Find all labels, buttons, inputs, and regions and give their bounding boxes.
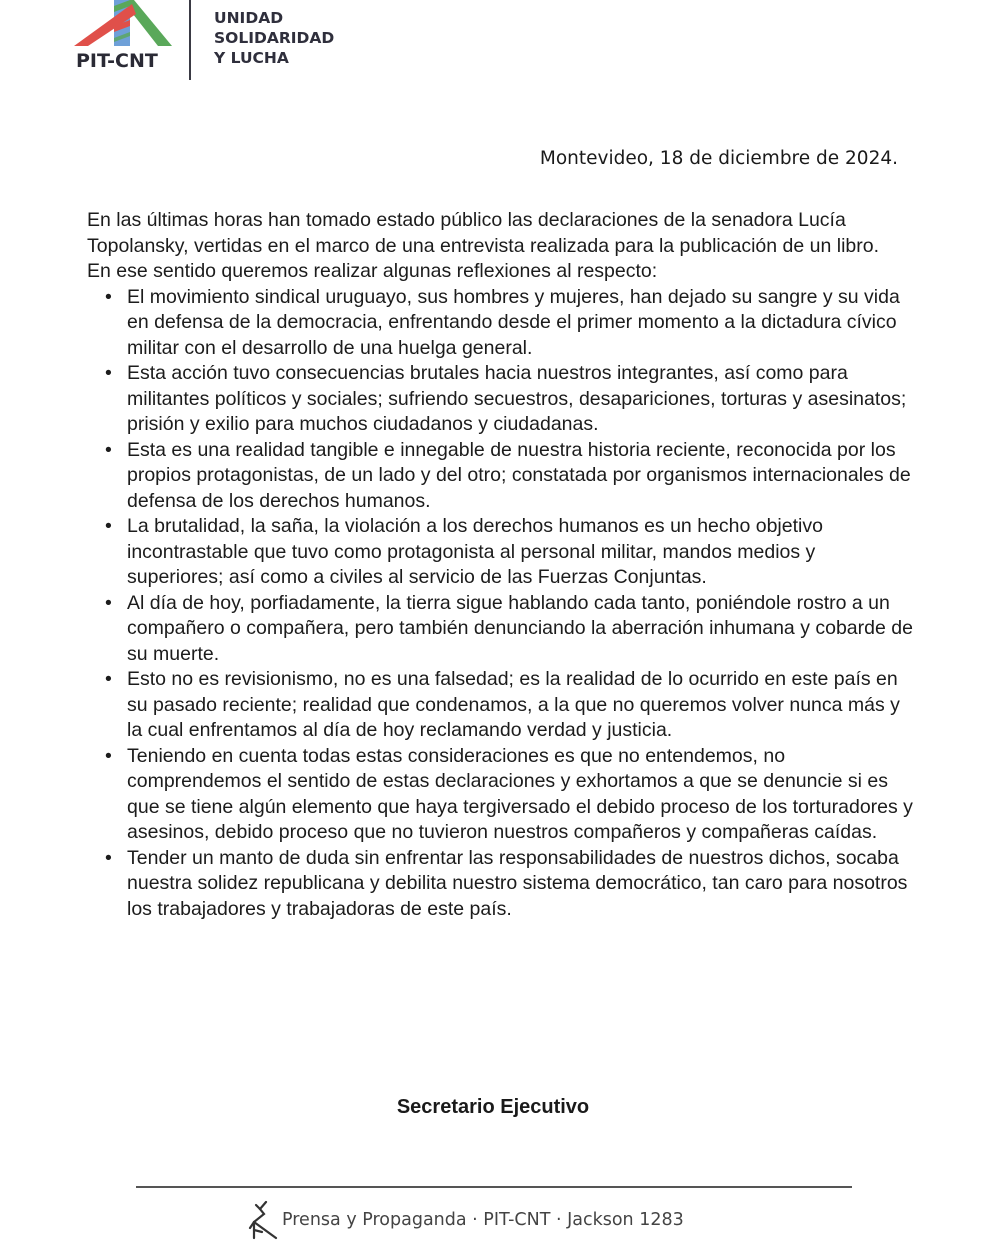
lead-paragraph: En ese sentido queremos realizar algunas reflexiones al respecto: (87, 260, 658, 282)
list-item (87, 667, 917, 744)
list-item-text: Teniendo en cuenta todas estas consideraciones es que no entendemos, no comprendemos el sentido de estas declaraciones y exhortamos a que se denuncie si es que se tiene algún elemento que haya tergiversado el debido proceso de los torturadores y asesinos, debido proceso que no tuvieron nuestros compañeros y compañeras caídas. (127, 744, 913, 843)
bullet-icon: • (105, 515, 112, 537)
document-date: Montevideo, 18 de diciembre de 2024. (539, 148, 898, 169)
header-divider (189, 0, 191, 80)
logo-wordmark: PIT-CNT (76, 50, 158, 72)
intro-paragraph: En las últimas horas han tomado estado público las declaraciones de la senadora Lucía Topolansky, vertidas en el marco de una entrevista realizada para la publicación de un libro. (87, 209, 880, 257)
bullet-icon: • (105, 744, 112, 767)
bullet-icon: • (105, 438, 112, 461)
slogan-line: SOLIDARIDAD (214, 29, 335, 47)
bullet-icon: • (105, 846, 112, 869)
list-item (87, 514, 917, 591)
bullet-icon: • (105, 591, 112, 614)
list-item-text: Esta acción tuvo consecuencias brutales hacia nuestros integrantes, así como para militantes políticos y sociales; sufriendo secuestros, desapariciones, torturas y asesinatos; prisión y exilio para muchos ciudadanos y ciudadanas. (127, 362, 907, 435)
signature: Secretario Ejecutivo (396, 1096, 590, 1118)
list-item-text: Al día de hoy, porfiadamente, la tierra sigue hablando cada tanto, poniéndole rostro a un compañero o compañera, pero también denunciando la aberración inhumana y cobarde de su muerte. (127, 591, 913, 665)
list-item (87, 438, 917, 515)
letterhead (72, 0, 372, 82)
list-item (87, 361, 917, 438)
list-item (87, 846, 917, 923)
reflections-list (87, 285, 917, 923)
footer-text: Prensa y Propaganda · PIT-CNT · Jackson 1283 (282, 1210, 684, 1230)
list-item-text: Esta es una realidad tangible e innegable de nuestra historia reciente, reconocida por los propios protagonistas, de un lado y del otro; constatada por organismos internacionales de defensa de los derechos humanos. (127, 438, 911, 512)
bullet-icon: • (105, 362, 112, 384)
document-body (87, 208, 917, 922)
bullet-icon: • (105, 668, 112, 690)
list-item (87, 744, 917, 846)
pit-cnt-logo-icon (74, 0, 174, 48)
list-item-text: La brutalidad, la saña, la violación a los derechos humanos es un hecho objetivo incontrastable que tuvo como protagonista al personal militar, mandos medios y superiores; así como a civiles al servicio de las Fuerzas Conjuntas. (127, 515, 823, 588)
list-item (87, 591, 917, 668)
footer-divider (136, 1186, 852, 1188)
slogan-line: UNIDAD (214, 9, 284, 27)
footer (248, 1200, 684, 1240)
bullet-icon: • (105, 285, 112, 308)
slogan-line: Y LUCHA (214, 49, 289, 67)
tree-branch-icon (248, 1200, 278, 1240)
list-item-text: El movimiento sindical uruguayo, sus hombres y mujeres, han dejado su sangre y su vida en defensa de la democracia, enfrentando desde el primer momento a la dictadura cívico militar con el desarrollo de una huelga general. (127, 285, 900, 359)
list-item-text: Tender un manto de duda sin enfrentar las responsabilidades de nuestros dichos, socaba nuestra solidez republicana y debilita nuestro sistema democrático, tan caro para nosotros los trabajadores y trabajadoras de este país. (127, 846, 908, 920)
list-item-text: Esto no es revisionismo, no es una falsedad; es la realidad de lo ocurrido en este país en su pasado reciente; realidad que condenamos, a la que no queremos volver nunca más y la cual enfrentamos al día de hoy reclamando verdad y justicia. (127, 668, 900, 741)
list-item (87, 285, 917, 362)
slogan (214, 8, 334, 68)
